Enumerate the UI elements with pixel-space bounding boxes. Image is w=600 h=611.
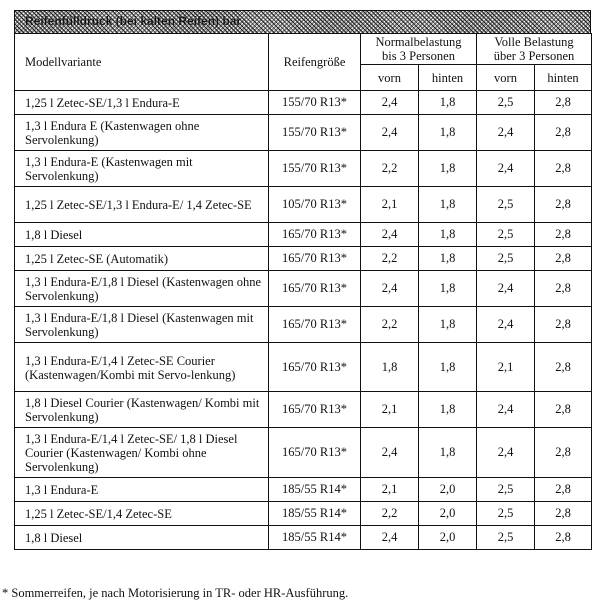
size-cell: 185/55 R14* xyxy=(269,526,361,550)
table-row xyxy=(15,502,592,526)
model-cell: 1,3 l Endura-E (Kastenwagen mit Servolenkung) xyxy=(15,151,269,187)
normal-front-cell: 2,4 xyxy=(361,115,419,151)
normal-rear-cell: 1,8 xyxy=(419,247,477,271)
size-cell: 155/70 R13* xyxy=(269,91,361,115)
table-row xyxy=(15,187,592,223)
model-cell: 1,8 l Diesel xyxy=(15,526,269,550)
full-front-cell: 2,1 xyxy=(477,343,535,392)
full-rear-cell: 2,8 xyxy=(535,247,592,271)
normal-rear-cell: 2,0 xyxy=(419,502,477,526)
full-rear-cell: 2,8 xyxy=(535,115,592,151)
full-rear-cell: 2,8 xyxy=(535,271,592,307)
model-cell: 1,3 l Endura-E xyxy=(15,478,269,502)
table-row xyxy=(15,91,592,115)
full-rear-cell: 2,8 xyxy=(535,223,592,247)
normal-rear-cell: 1,8 xyxy=(419,223,477,247)
normal-front-cell: 2,2 xyxy=(361,151,419,187)
table-row xyxy=(15,247,592,271)
normal-front-cell: 2,4 xyxy=(361,91,419,115)
model-cell: 1,3 l Endura-E/1,8 l Diesel (Kastenwagen ohne Servolenkung) xyxy=(15,271,269,307)
normal-front-cell: 2,1 xyxy=(361,187,419,223)
full-front-cell: 2,5 xyxy=(477,223,535,247)
normal-rear-cell: 2,0 xyxy=(419,526,477,550)
model-cell: 1,25 l Zetec-SE/1,3 l Endura-E xyxy=(15,91,269,115)
full-front-cell: 2,4 xyxy=(477,151,535,187)
normal-front-cell: 2,2 xyxy=(361,502,419,526)
size-cell: 155/70 R13* xyxy=(269,151,361,187)
model-cell: 1,25 l Zetec-SE/1,3 l Endura-E/ 1,4 Zetec-SE xyxy=(15,187,269,223)
normal-rear-cell: 1,8 xyxy=(419,428,477,478)
table-title: Reifenfülldruck (bei kalten Reifen) bar xyxy=(25,14,242,28)
full-rear-cell: 2,8 xyxy=(535,151,592,187)
header-full-front: vorn xyxy=(477,65,535,91)
size-cell: 105/70 R13* xyxy=(269,187,361,223)
normal-rear-cell: 2,0 xyxy=(419,478,477,502)
normal-front-cell: 2,1 xyxy=(361,478,419,502)
table-row xyxy=(15,307,592,343)
normal-front-cell: 2,4 xyxy=(361,271,419,307)
normal-front-cell: 2,4 xyxy=(361,428,419,478)
header-full-load: Volle Belastung über 3 Personen xyxy=(477,34,592,65)
full-front-cell: 2,5 xyxy=(477,502,535,526)
full-front-cell: 2,5 xyxy=(477,187,535,223)
table-body xyxy=(15,91,592,550)
size-cell: 165/70 R13* xyxy=(269,428,361,478)
full-rear-cell: 2,8 xyxy=(535,187,592,223)
full-rear-cell: 2,8 xyxy=(535,502,592,526)
normal-rear-cell: 1,8 xyxy=(419,187,477,223)
full-rear-cell: 2,8 xyxy=(535,307,592,343)
size-cell: 155/70 R13* xyxy=(269,115,361,151)
model-cell: 1,3 l Endura-E/1,4 l Zetec-SE Courier (Kastenwagen/Kombi mit Servo-lenkung) xyxy=(15,343,269,392)
normal-rear-cell: 1,8 xyxy=(419,151,477,187)
normal-rear-cell: 1,8 xyxy=(419,343,477,392)
size-cell: 165/70 R13* xyxy=(269,247,361,271)
full-front-cell: 2,4 xyxy=(477,307,535,343)
header-size: Reifengröße xyxy=(269,34,361,91)
full-rear-cell: 2,8 xyxy=(535,91,592,115)
full-front-cell: 2,5 xyxy=(477,247,535,271)
full-front-cell: 2,5 xyxy=(477,91,535,115)
table-row xyxy=(15,151,592,187)
model-cell: 1,3 l Endura-E/1,8 l Diesel (Kastenwagen mit Servolenkung) xyxy=(15,307,269,343)
table-row xyxy=(15,526,592,550)
tire-pressure-table-container xyxy=(14,10,591,550)
table-row xyxy=(15,478,592,502)
header-normal-front: vorn xyxy=(361,65,419,91)
model-cell: 1,25 l Zetec-SE/1,4 Zetec-SE xyxy=(15,502,269,526)
normal-front-cell: 2,1 xyxy=(361,392,419,428)
model-cell: 1,8 l Diesel xyxy=(15,223,269,247)
normal-front-cell: 2,4 xyxy=(361,223,419,247)
full-front-cell: 2,5 xyxy=(477,526,535,550)
model-cell: 1,8 l Diesel Courier (Kastenwagen/ Kombi mit Servolenkung) xyxy=(15,392,269,428)
size-cell: 165/70 R13* xyxy=(269,392,361,428)
size-cell: 165/70 R13* xyxy=(269,343,361,392)
table-row xyxy=(15,271,592,307)
model-cell: 1,25 l Zetec-SE (Automatik) xyxy=(15,247,269,271)
normal-rear-cell: 1,8 xyxy=(419,392,477,428)
full-front-cell: 2,5 xyxy=(477,478,535,502)
header-model: Modellvariante xyxy=(15,34,269,91)
full-front-cell: 2,4 xyxy=(477,392,535,428)
table-title-bar xyxy=(14,10,591,33)
tire-pressure-table xyxy=(14,33,592,550)
normal-front-cell: 2,2 xyxy=(361,307,419,343)
normal-rear-cell: 1,8 xyxy=(419,91,477,115)
header-normal-rear: hinten xyxy=(419,65,477,91)
size-cell: 165/70 R13* xyxy=(269,271,361,307)
normal-front-cell: 2,4 xyxy=(361,526,419,550)
full-rear-cell: 2,8 xyxy=(535,392,592,428)
normal-front-cell: 1,8 xyxy=(361,343,419,392)
normal-rear-cell: 1,8 xyxy=(419,307,477,343)
table-row xyxy=(15,392,592,428)
full-rear-cell: 2,8 xyxy=(535,428,592,478)
normal-rear-cell: 1,8 xyxy=(419,271,477,307)
header-normal-load: Normalbelastung bis 3 Personen xyxy=(361,34,477,65)
header-full-rear: hinten xyxy=(535,65,592,91)
table-row xyxy=(15,343,592,392)
full-rear-cell: 2,8 xyxy=(535,478,592,502)
full-rear-cell: 2,8 xyxy=(535,343,592,392)
normal-rear-cell: 1,8 xyxy=(419,115,477,151)
size-cell: 165/70 R13* xyxy=(269,223,361,247)
full-front-cell: 2,4 xyxy=(477,271,535,307)
full-rear-cell: 2,8 xyxy=(535,526,592,550)
table-row xyxy=(15,223,592,247)
full-front-cell: 2,4 xyxy=(477,115,535,151)
table-row xyxy=(15,115,592,151)
size-cell: 185/55 R14* xyxy=(269,502,361,526)
normal-front-cell: 2,2 xyxy=(361,247,419,271)
size-cell: 165/70 R13* xyxy=(269,307,361,343)
full-front-cell: 2,4 xyxy=(477,428,535,478)
model-cell: 1,3 l Endura E (Kastenwagen ohne Servolenkung) xyxy=(15,115,269,151)
size-cell: 185/55 R14* xyxy=(269,478,361,502)
model-cell: 1,3 l Endura-E/1,4 l Zetec-SE/ 1,8 l Diesel Courier (Kastenwagen/ Kombi ohne Servolenkung) xyxy=(15,428,269,478)
table-row xyxy=(15,428,592,478)
footnote: * Sommerreifen, je nach Motorisierung in TR- oder HR-Ausführung. xyxy=(2,586,349,600)
